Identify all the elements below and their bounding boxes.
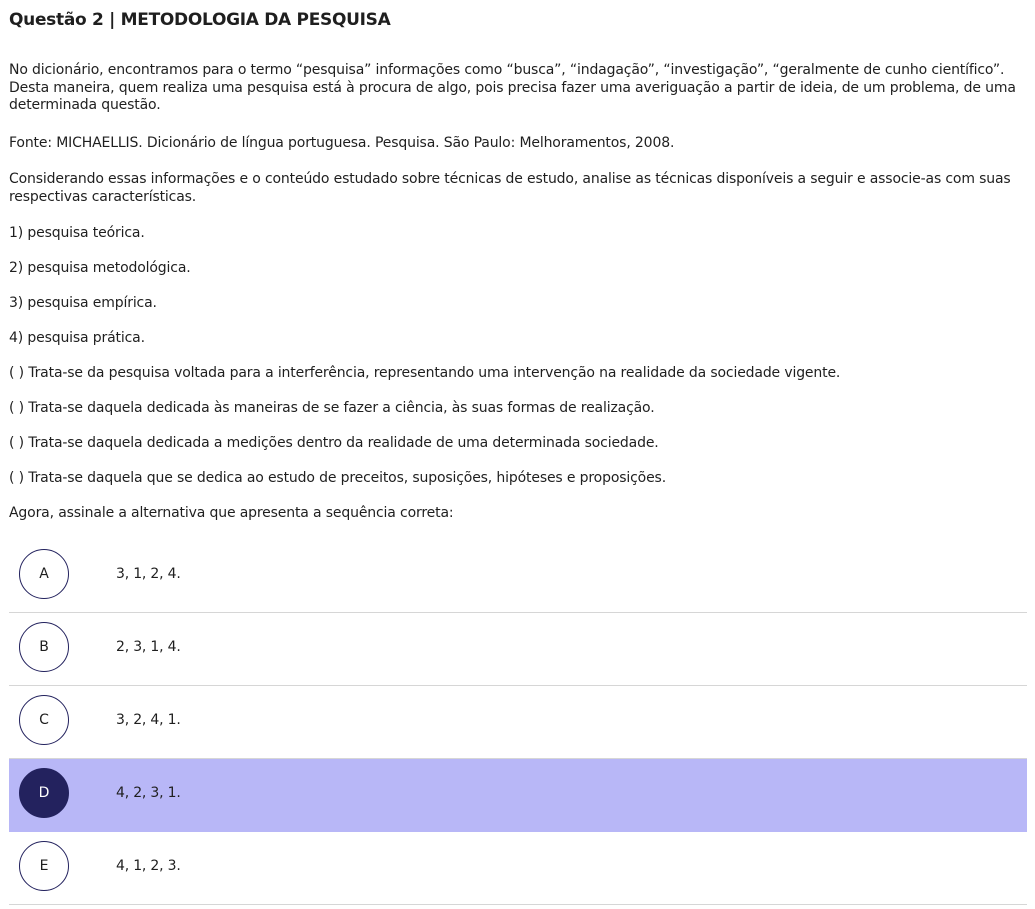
option-a-bubble[interactable]: A [19, 549, 69, 599]
option-a[interactable] [9, 540, 1027, 613]
option-e-text: 4, 1, 2, 3. [116, 858, 181, 874]
option-b-bubble[interactable]: B [19, 622, 69, 672]
instruction-paragraph: Considerando essas informações e o conteúdo estudado sobre técnicas de estudo, analise as técnicas disponíveis a seguir e associe-as com suas respectivas características. [9, 171, 1011, 205]
item-4: 4) pesquisa prática. [9, 330, 145, 346]
item-2: 2) pesquisa metodológica. [9, 260, 191, 276]
option-d[interactable] [9, 759, 1027, 832]
option-b[interactable] [9, 613, 1027, 686]
option-d-text: 4, 2, 3, 1. [116, 785, 181, 801]
statement-4: ( ) Trata-se daquela que se dedica ao estudo de preceitos, suposições, hipóteses e proposições. [9, 470, 666, 486]
item-1: 1) pesquisa teórica. [9, 225, 145, 241]
statement-1: ( ) Trata-se da pesquisa voltada para a interferência, representando uma intervenção na realidade da sociedade vigente. [9, 365, 841, 381]
option-c[interactable] [9, 686, 1027, 759]
option-b-text: 2, 3, 1, 4. [116, 639, 181, 655]
answer-options [9, 540, 1027, 905]
prompt-paragraph: Agora, assinale a alternativa que apresenta a sequência correta: [9, 505, 454, 521]
question-title: Questão 2 | METODOLOGIA DA PESQUISA [9, 10, 391, 30]
option-e[interactable] [9, 832, 1027, 905]
statement-2: ( ) Trata-se daquela dedicada às maneiras de se fazer a ciência, às suas formas de realização. [9, 400, 655, 416]
statement-3: ( ) Trata-se daquela dedicada a medições dentro da realidade de uma determinada sociedade. [9, 435, 659, 451]
item-3: 3) pesquisa empírica. [9, 295, 157, 311]
option-c-bubble[interactable]: C [19, 695, 69, 745]
option-d-bubble[interactable]: D [19, 768, 69, 818]
intro-paragraph: No dicionário, encontramos para o termo “pesquisa” informações como “busca”, “indagação”, “investigação”, “geralmente de cunho científico”. Desta maneira, quem realiza uma pesquisa está à procura de algo, pois precisa fazer uma averiguação a partir de ideia, de um problema, de uma determinada questão. [9, 62, 1016, 113]
source-paragraph: Fonte: MICHAELLIS. Dicionário de língua portuguesa. Pesquisa. São Paulo: Melhoramentos, 2008. [9, 135, 675, 151]
option-a-text: 3, 1, 2, 4. [116, 566, 181, 582]
option-e-bubble[interactable]: E [19, 841, 69, 891]
option-c-text: 3, 2, 4, 1. [116, 712, 181, 728]
